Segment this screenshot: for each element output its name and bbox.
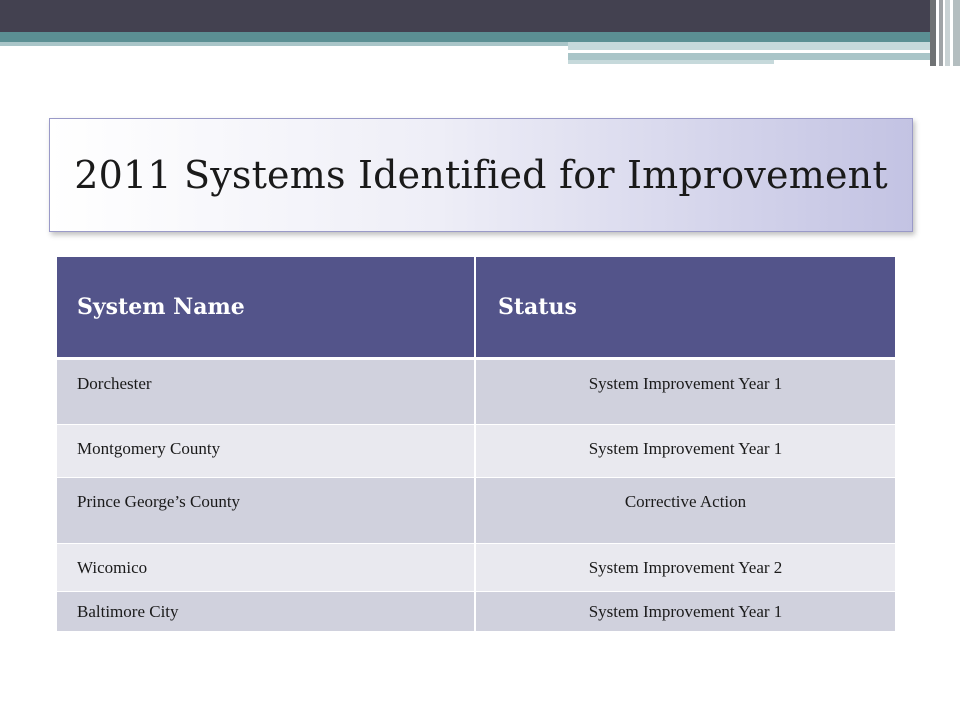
column-header-system-name: System Name [57, 257, 475, 358]
table-row [57, 424, 895, 477]
status-cell: System Improvement Year 2 [475, 543, 895, 591]
top-decorative-bar [0, 0, 960, 32]
system-name-cell: Dorchester [57, 358, 475, 424]
status-cell: System Improvement Year 1 [475, 358, 895, 424]
corner-stripes [930, 0, 960, 66]
decorative-stripe [568, 60, 774, 64]
top-light-stripe [0, 42, 568, 46]
system-name-cell: Prince George’s County [57, 477, 475, 543]
status-cell: Corrective Action [475, 477, 895, 543]
top-accent-stripe [0, 32, 960, 42]
system-name-cell: Baltimore City [57, 591, 475, 631]
table-row [57, 477, 895, 543]
title-box [49, 118, 913, 232]
systems-table [57, 257, 895, 632]
system-name-cell: Wicomico [57, 543, 475, 591]
table-row [57, 543, 895, 591]
table-row [57, 358, 895, 424]
table-row [57, 591, 895, 631]
slide-title: 2011 Systems Identified for Improvement [74, 153, 888, 197]
system-name-cell: Montgomery County [57, 424, 475, 477]
decorative-stripe [568, 42, 960, 50]
table-header-row [57, 257, 895, 358]
decorative-stripe [568, 53, 960, 60]
status-cell: System Improvement Year 1 [475, 591, 895, 631]
status-cell: System Improvement Year 1 [475, 424, 895, 477]
column-header-status: Status [475, 257, 895, 358]
